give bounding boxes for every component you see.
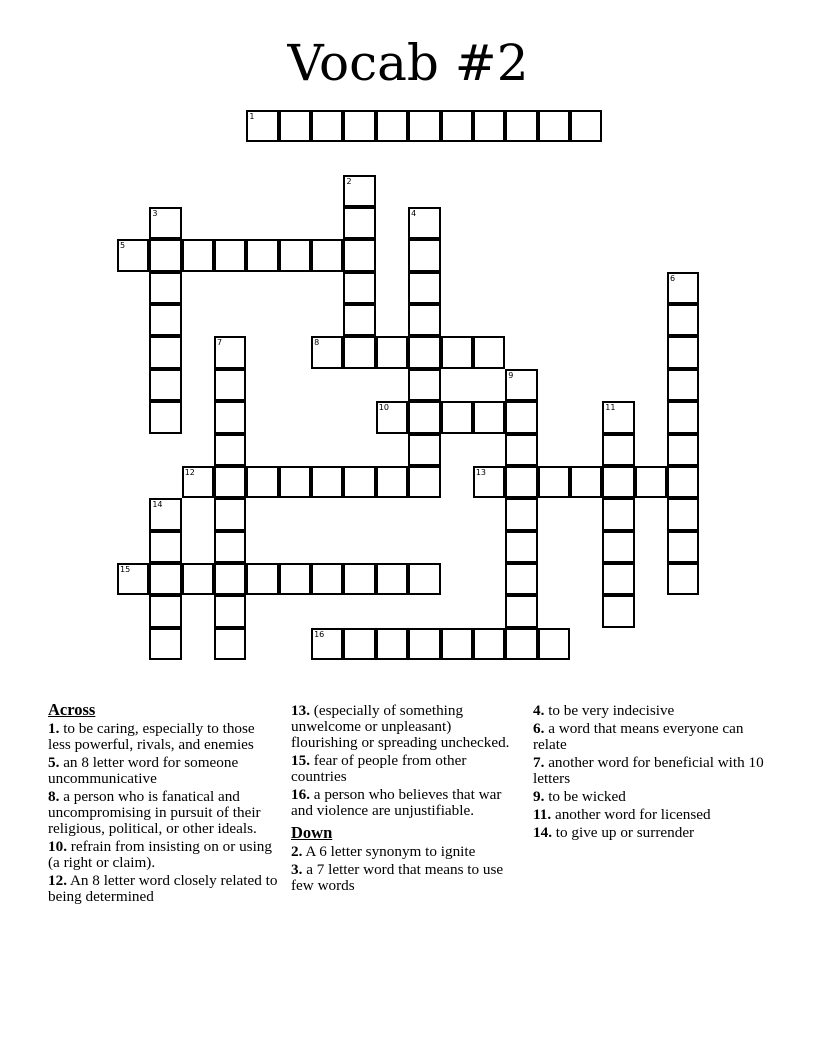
grid-cell[interactable] (538, 628, 570, 660)
clue-number: 14 (152, 500, 163, 510)
grid-cell[interactable] (667, 369, 699, 401)
across-clue-15: 15. fear of people from other countries (291, 752, 467, 785)
across-clue-13: 13. (especially of something unwelcome or unpleasant) flourishing or spreading unchecked. (291, 702, 510, 751)
clue-number: 7 (217, 338, 223, 348)
grid-cell[interactable] (408, 466, 440, 498)
grid-cell[interactable] (376, 401, 408, 433)
grid-cell[interactable] (214, 628, 246, 660)
grid-cell[interactable] (149, 498, 181, 530)
grid-cell[interactable] (473, 110, 505, 142)
grid-cell[interactable] (602, 498, 634, 530)
down-clue-11: 11. another word for licensed (533, 806, 711, 823)
grid-cell[interactable] (214, 595, 246, 627)
down-clue-14: 14. to give up or surrender (533, 824, 695, 841)
grid-cell[interactable] (408, 239, 440, 271)
clue-number: 3 (152, 209, 158, 219)
grid-cell[interactable] (538, 466, 570, 498)
grid-cell[interactable] (376, 628, 408, 660)
grid-cell[interactable] (473, 628, 505, 660)
grid-cell[interactable] (343, 175, 375, 207)
grid-cell[interactable] (117, 563, 149, 595)
down-clue-7: 7. another word for beneficial with 10 letters (533, 754, 764, 787)
grid-cell[interactable] (667, 498, 699, 530)
grid-cell[interactable] (149, 336, 181, 368)
grid-cell[interactable] (667, 531, 699, 563)
grid-cell[interactable] (149, 531, 181, 563)
grid-cell[interactable] (149, 563, 181, 595)
grid-cell[interactable] (343, 466, 375, 498)
grid-cell[interactable] (505, 628, 537, 660)
grid-cell[interactable] (473, 466, 505, 498)
grid-cell[interactable] (214, 531, 246, 563)
grid-cell[interactable] (441, 336, 473, 368)
across-clue-16: 16. a person who believes that war and violence are unjustifiable. (291, 786, 502, 819)
grid-cell[interactable] (602, 531, 634, 563)
grid-cell[interactable] (343, 563, 375, 595)
grid-cell[interactable] (667, 272, 699, 304)
grid-cell[interactable] (343, 239, 375, 271)
grid-cell[interactable] (214, 369, 246, 401)
across-clue-1: 1. to be caring, especially to those less powerful, rivals, and enemies (48, 720, 255, 753)
grid-cell[interactable] (343, 336, 375, 368)
grid-cell[interactable] (473, 401, 505, 433)
grid-cell[interactable] (182, 239, 214, 271)
grid-cell[interactable] (505, 110, 537, 142)
grid-cell[interactable] (473, 336, 505, 368)
grid-cell[interactable] (279, 110, 311, 142)
grid-cell[interactable] (214, 466, 246, 498)
grid-cell[interactable] (505, 595, 537, 627)
grid-cell[interactable] (667, 401, 699, 433)
grid-cell[interactable] (343, 207, 375, 239)
grid-cell[interactable] (214, 498, 246, 530)
grid-cell[interactable] (408, 110, 440, 142)
grid-cell[interactable] (311, 110, 343, 142)
grid-cell[interactable] (667, 563, 699, 595)
grid-cell[interactable] (602, 595, 634, 627)
grid-cell[interactable] (182, 466, 214, 498)
grid-cell[interactable] (279, 239, 311, 271)
clue-number: 9 (508, 370, 514, 380)
grid-cell[interactable] (408, 628, 440, 660)
clue-number: 15 (120, 564, 131, 574)
grid-cell[interactable] (408, 563, 440, 595)
grid-cell[interactable] (408, 272, 440, 304)
down-clue-3: 3. a 7 letter word that means to use few words (291, 861, 504, 894)
grid-cell[interactable] (408, 401, 440, 433)
grid-cell[interactable] (214, 401, 246, 433)
grid-cell[interactable] (311, 628, 343, 660)
grid-cell[interactable] (602, 563, 634, 595)
grid-cell[interactable] (214, 336, 246, 368)
grid-cell[interactable] (408, 207, 440, 239)
grid-cell[interactable] (279, 466, 311, 498)
grid-cell[interactable] (441, 401, 473, 433)
clue-number: 16 (314, 629, 325, 639)
grid-cell[interactable] (408, 336, 440, 368)
clue-number: 12 (184, 467, 195, 477)
grid-cell[interactable] (279, 563, 311, 595)
grid-cell[interactable] (602, 466, 634, 498)
grid-cell[interactable] (246, 239, 278, 271)
grid-cell[interactable] (214, 239, 246, 271)
across-clue-12: 12. An 8 letter word closely related to being determined (48, 872, 278, 905)
grid-cell[interactable] (505, 498, 537, 530)
grid-cell[interactable] (149, 401, 181, 433)
clue-number: 5 (120, 241, 126, 251)
grid-cell[interactable] (376, 336, 408, 368)
grid-cell[interactable] (214, 563, 246, 595)
grid-cell[interactable] (441, 628, 473, 660)
grid-cell[interactable] (311, 466, 343, 498)
clue-number: 1 (249, 112, 255, 121)
across-clue-5: 5. an 8 letter word for someone uncommunicative (48, 754, 239, 787)
grid-cell[interactable] (505, 531, 537, 563)
grid-cell[interactable] (149, 595, 181, 627)
grid-cell[interactable] (505, 401, 537, 433)
grid-cell[interactable] (246, 563, 278, 595)
clue-number: 8 (314, 338, 320, 348)
grid-cell[interactable] (602, 401, 634, 433)
grid-cell[interactable] (149, 272, 181, 304)
down-clue-9: 9. to be wicked (533, 788, 626, 805)
grid-cell[interactable] (214, 434, 246, 466)
grid-cell[interactable] (343, 110, 375, 142)
grid-cell[interactable] (505, 563, 537, 595)
grid-cell[interactable] (667, 434, 699, 466)
grid-cell[interactable] (408, 434, 440, 466)
clue-number: 6 (669, 273, 676, 283)
grid-cell[interactable] (538, 110, 570, 142)
across-clue-8: 8. a person who is fanatical and uncompromising in pursuit of their religious, political, or other ideals. (48, 788, 261, 837)
down-clue-4: 4. to be very indecisive (533, 702, 675, 719)
grid-cell[interactable] (311, 563, 343, 595)
grid-cell[interactable] (505, 434, 537, 466)
down-clue-2: 2. A 6 letter synonym to ignite (291, 843, 476, 860)
grid-cell[interactable] (408, 304, 440, 336)
across-heading: Across (48, 700, 96, 719)
grid-cell[interactable] (441, 110, 473, 142)
clue-number: 2 (346, 176, 352, 186)
grid-cell[interactable] (505, 369, 537, 401)
grid-cell[interactable] (667, 466, 699, 498)
clue-column-2 (291, 700, 515, 896)
grid-cell[interactable] (149, 304, 181, 336)
grid-cell[interactable] (635, 466, 667, 498)
grid-cell[interactable] (343, 628, 375, 660)
grid-cell[interactable] (602, 434, 634, 466)
grid-cell[interactable] (570, 110, 602, 142)
grid-cell[interactable] (408, 369, 440, 401)
clue-column-1 (48, 700, 280, 907)
grid-cell[interactable] (117, 239, 149, 271)
grid-cell[interactable] (149, 207, 181, 239)
clue-number: 13 (475, 467, 487, 477)
grid-cell[interactable] (376, 110, 408, 142)
clue-column-3 (533, 700, 769, 843)
grid-cell[interactable] (311, 336, 343, 368)
grid-cell[interactable] (376, 466, 408, 498)
grid-cell[interactable] (149, 369, 181, 401)
grid-cell[interactable] (149, 628, 181, 660)
clue-number: 4 (411, 209, 417, 219)
grid-cell[interactable] (343, 304, 375, 336)
across-clue-10: 10. refrain from insisting on or using (a right or claim). (48, 838, 272, 871)
grid-cell[interactable] (182, 563, 214, 595)
grid-cell[interactable] (246, 110, 278, 142)
grid-cell[interactable] (667, 336, 699, 368)
grid-cell[interactable] (376, 563, 408, 595)
puzzle-title: Vocab #2 (287, 34, 529, 92)
grid-cell[interactable] (311, 239, 343, 271)
grid-cell[interactable] (667, 304, 699, 336)
down-clue-6: 6. a word that means everyone can relate (533, 720, 744, 753)
grid-cell[interactable] (505, 466, 537, 498)
grid-cell[interactable] (246, 466, 278, 498)
down-heading: Down (291, 823, 333, 842)
grid-cell[interactable] (343, 272, 375, 304)
grid-cell[interactable] (149, 239, 181, 271)
clue-number: 10 (378, 403, 389, 413)
grid-cell[interactable] (570, 466, 602, 498)
clue-number: 11 (605, 403, 616, 413)
